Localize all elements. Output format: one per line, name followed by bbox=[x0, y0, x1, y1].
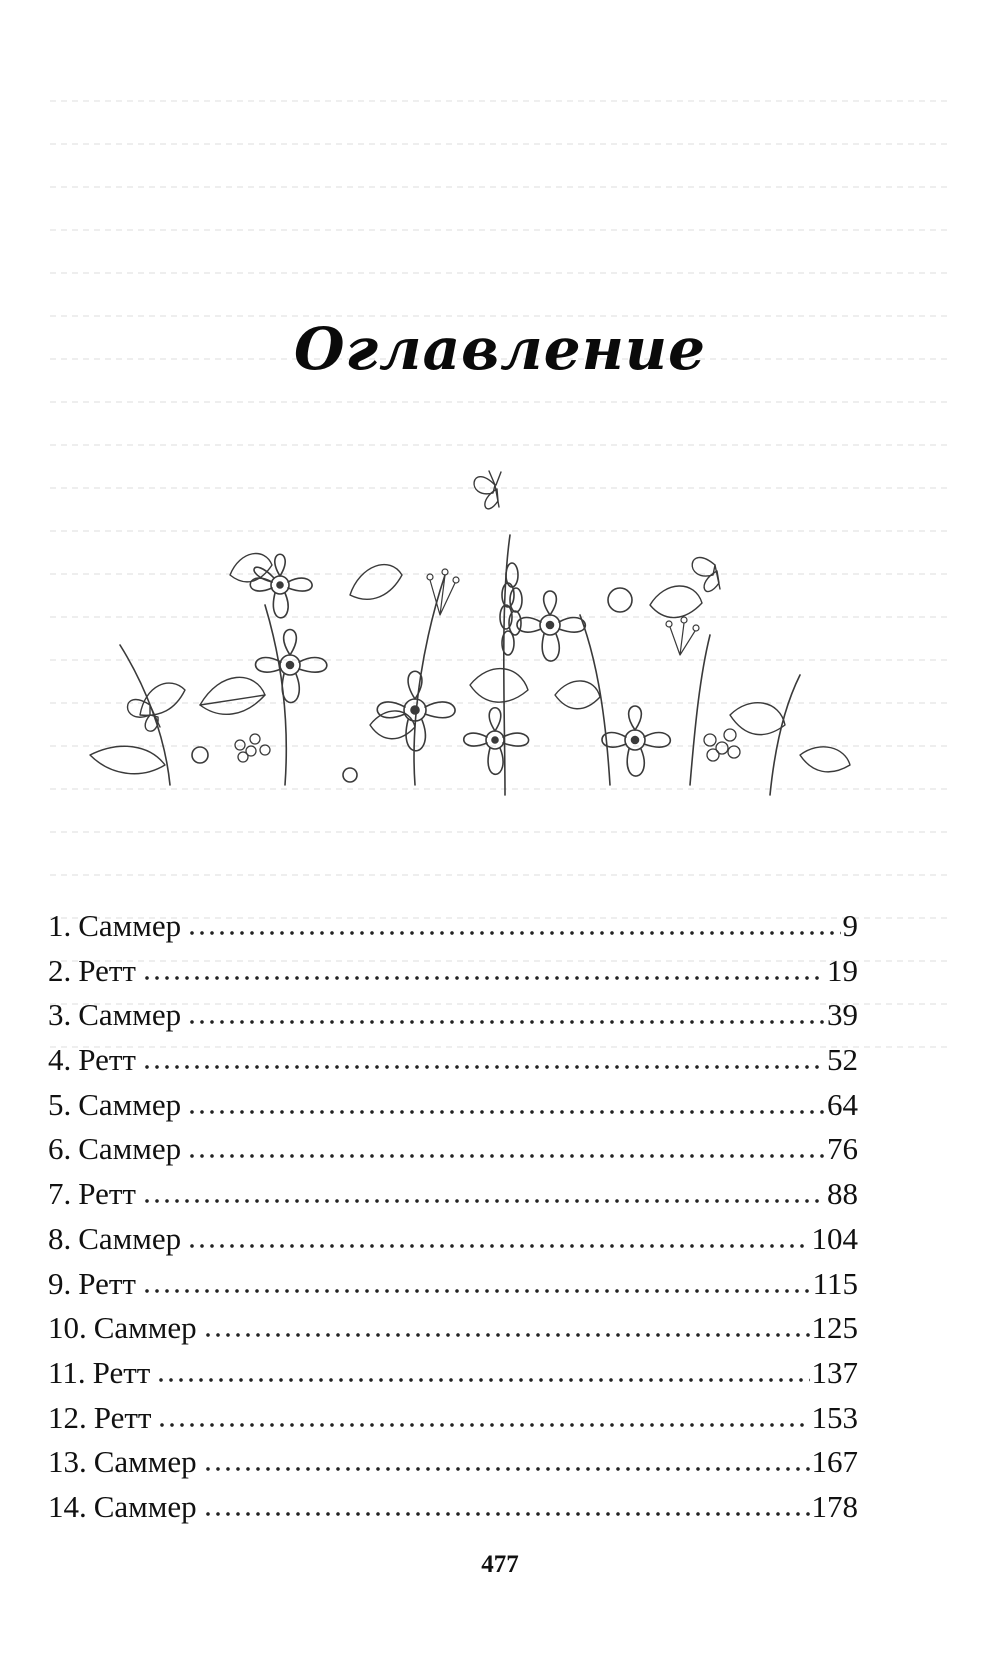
toc-entry[interactable] bbox=[48, 949, 858, 994]
chapter-number: 9. bbox=[48, 1265, 72, 1301]
toc-entry[interactable] bbox=[48, 993, 858, 1038]
chapter-title: Саммер bbox=[78, 908, 182, 943]
chapter-title: Ретт bbox=[93, 1399, 152, 1435]
chapter-title: Саммер bbox=[78, 1220, 182, 1256]
chapter-number: 6. bbox=[48, 1131, 72, 1167]
chapter-number: 4. bbox=[48, 1042, 72, 1078]
dot-leader bbox=[187, 930, 840, 936]
toc-entry[interactable] bbox=[48, 1440, 858, 1485]
toc-entry[interactable] bbox=[48, 1396, 858, 1441]
dot-leader bbox=[156, 1377, 809, 1383]
dot-leader bbox=[142, 1198, 825, 1204]
chapter-title: Ретт bbox=[78, 1042, 136, 1078]
chapter-number: 7. bbox=[48, 1176, 72, 1212]
dot-leader bbox=[187, 1243, 809, 1249]
page-ref: 88 bbox=[827, 1176, 858, 1212]
floral-illustration-icon bbox=[50, 455, 860, 830]
page-number: 477 bbox=[481, 1551, 519, 1578]
dot-leader bbox=[142, 1288, 811, 1294]
chapter-title: Ретт bbox=[78, 952, 136, 988]
toc-entry[interactable] bbox=[48, 904, 858, 949]
page-ref: 52 bbox=[827, 1042, 858, 1078]
chapter-number: 11. bbox=[48, 1354, 86, 1390]
page-ref: 178 bbox=[811, 1488, 858, 1524]
page-ref: 167 bbox=[811, 1444, 858, 1480]
page-ref: 153 bbox=[811, 1399, 858, 1435]
dot-leader bbox=[187, 1019, 825, 1025]
toc-entry[interactable] bbox=[48, 1083, 858, 1128]
chapter-title: Саммер bbox=[78, 1086, 182, 1122]
chapter-title: Ретт bbox=[78, 1265, 136, 1301]
page-ref: 19 bbox=[827, 952, 858, 988]
page-ref: 125 bbox=[811, 1310, 858, 1346]
toc-entry[interactable] bbox=[48, 1485, 858, 1530]
page-ref: 64 bbox=[827, 1086, 858, 1122]
toc-entry[interactable] bbox=[48, 1038, 858, 1083]
dot-leader bbox=[203, 1466, 810, 1472]
chapter-title: Саммер bbox=[93, 1488, 197, 1524]
chapter-number: 1. bbox=[48, 908, 72, 943]
table-of-contents bbox=[48, 904, 858, 1530]
chapter-number: 3. bbox=[48, 997, 72, 1033]
page-title: Оглавление bbox=[294, 315, 706, 383]
toc-entry[interactable] bbox=[48, 1351, 858, 1396]
page-ref: 104 bbox=[811, 1220, 858, 1256]
dot-leader bbox=[203, 1511, 810, 1517]
toc-entry[interactable] bbox=[48, 1172, 858, 1217]
chapter-title: Саммер bbox=[78, 997, 182, 1033]
dot-leader bbox=[187, 1109, 825, 1115]
page-ref: 137 bbox=[811, 1354, 858, 1390]
page-ref: 76 bbox=[827, 1131, 858, 1167]
toc-entry[interactable] bbox=[48, 1127, 858, 1172]
chapter-title: Саммер bbox=[93, 1310, 197, 1346]
chapter-title: Саммер bbox=[93, 1444, 197, 1480]
dot-leader bbox=[157, 1422, 809, 1428]
chapter-title: Ретт bbox=[78, 1176, 136, 1212]
page-ref: 39 bbox=[827, 997, 858, 1033]
toc-entry[interactable] bbox=[48, 1262, 858, 1307]
chapter-number: 13. bbox=[48, 1444, 87, 1480]
dot-leader bbox=[203, 1332, 810, 1338]
chapter-number: 10. bbox=[48, 1310, 87, 1346]
dot-leader bbox=[142, 975, 825, 981]
page-ref: 9 bbox=[842, 908, 858, 943]
toc-entry[interactable] bbox=[48, 1306, 858, 1351]
chapter-number: 14. bbox=[48, 1488, 87, 1524]
chapter-number: 12. bbox=[48, 1399, 87, 1435]
dot-leader bbox=[187, 1153, 825, 1159]
toc-entry[interactable] bbox=[48, 1217, 858, 1262]
page-ref: 115 bbox=[812, 1265, 858, 1301]
chapter-title: Саммер bbox=[78, 1131, 182, 1167]
chapter-title: Ретт bbox=[92, 1354, 151, 1390]
chapter-number: 8. bbox=[48, 1220, 72, 1256]
chapter-number: 2. bbox=[48, 952, 72, 988]
chapter-number: 5. bbox=[48, 1086, 72, 1122]
dot-leader bbox=[142, 1064, 825, 1070]
